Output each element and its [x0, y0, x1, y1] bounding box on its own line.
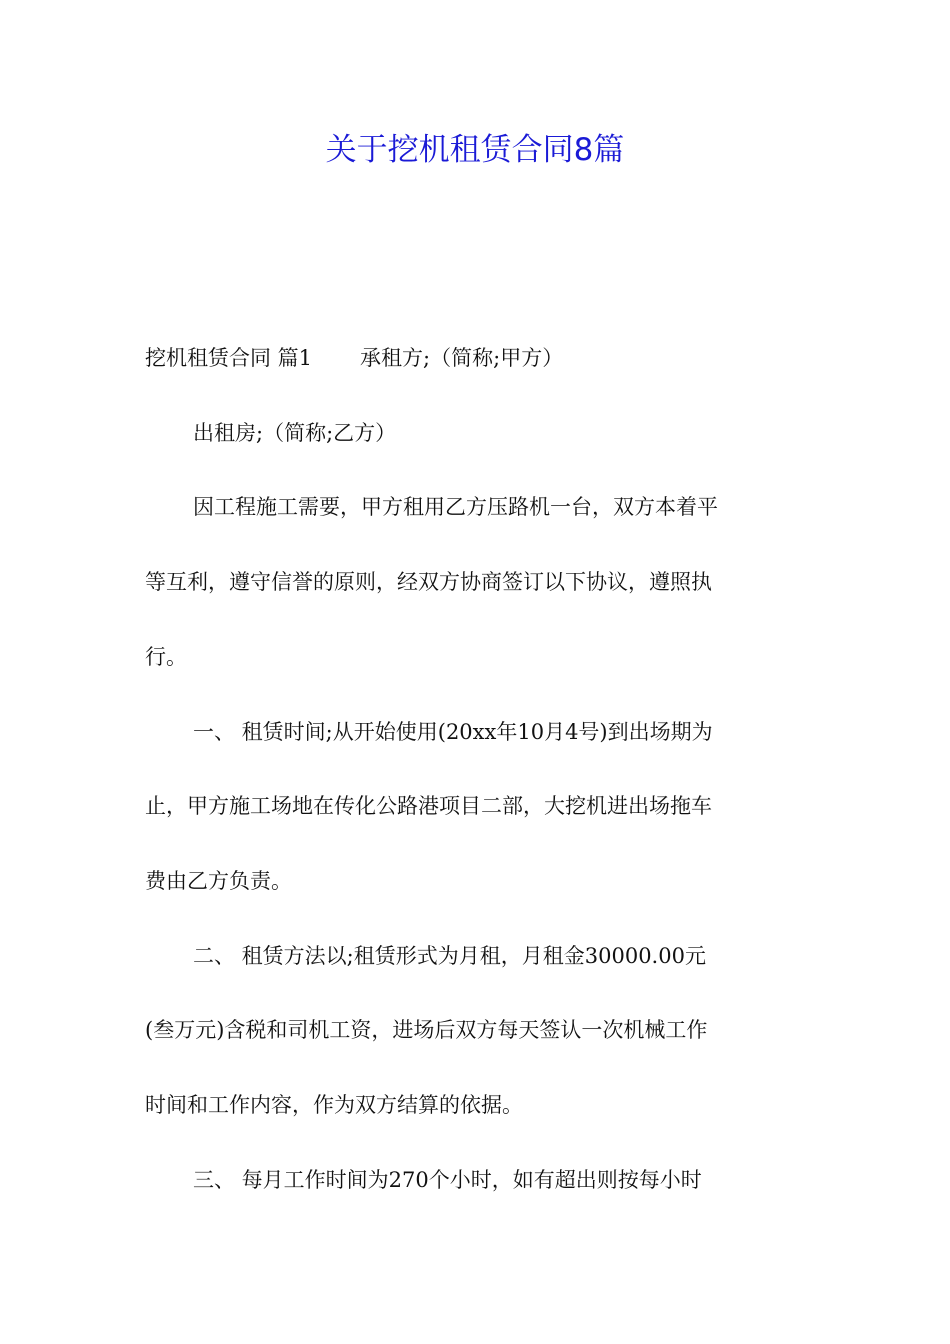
lessee-line: 承租方;（简称;甲方） [360, 346, 564, 370]
section-heading: 挖机租赁合同 篇1 [145, 346, 313, 370]
paragraph-line: 等互利，遵守信誉的原则，经双方协商签订以下协议，遵照执 [145, 570, 712, 594]
paragraph-line: 因工程施工需要，甲方租用乙方压路机一台，双方本着平 [193, 495, 718, 519]
paragraph-line: 时间和工作内容，作为双方结算的依据。 [145, 1093, 523, 1117]
paragraph-line: 止，甲方施工场地在传化公路港项目二部，大挖机进出场拖车 [145, 794, 712, 818]
paragraph-line: (叁万元)含税和司机工资，进场后双方每天签认一次机械工作 [145, 1018, 708, 1042]
clause-one-line: 一、 租赁时间;从开始使用(20xx年10月4号)到出场期为 [193, 720, 713, 744]
document-title: 关于挖机租赁合同8篇 [325, 132, 625, 168]
paragraph-line: 行。 [145, 645, 187, 669]
clause-three-line: 三、 每月工作时间为270个小时，如有超出则按每小时 [193, 1168, 702, 1192]
clause-two-line: 二、 租赁方法以;租赁形式为月租，月租金30000.00元 [193, 944, 706, 968]
paragraph-line: 费由乙方负责。 [145, 869, 292, 893]
section-heading-line [145, 343, 805, 373]
lessor-line: 出租房;（简称;乙方） [193, 421, 397, 445]
